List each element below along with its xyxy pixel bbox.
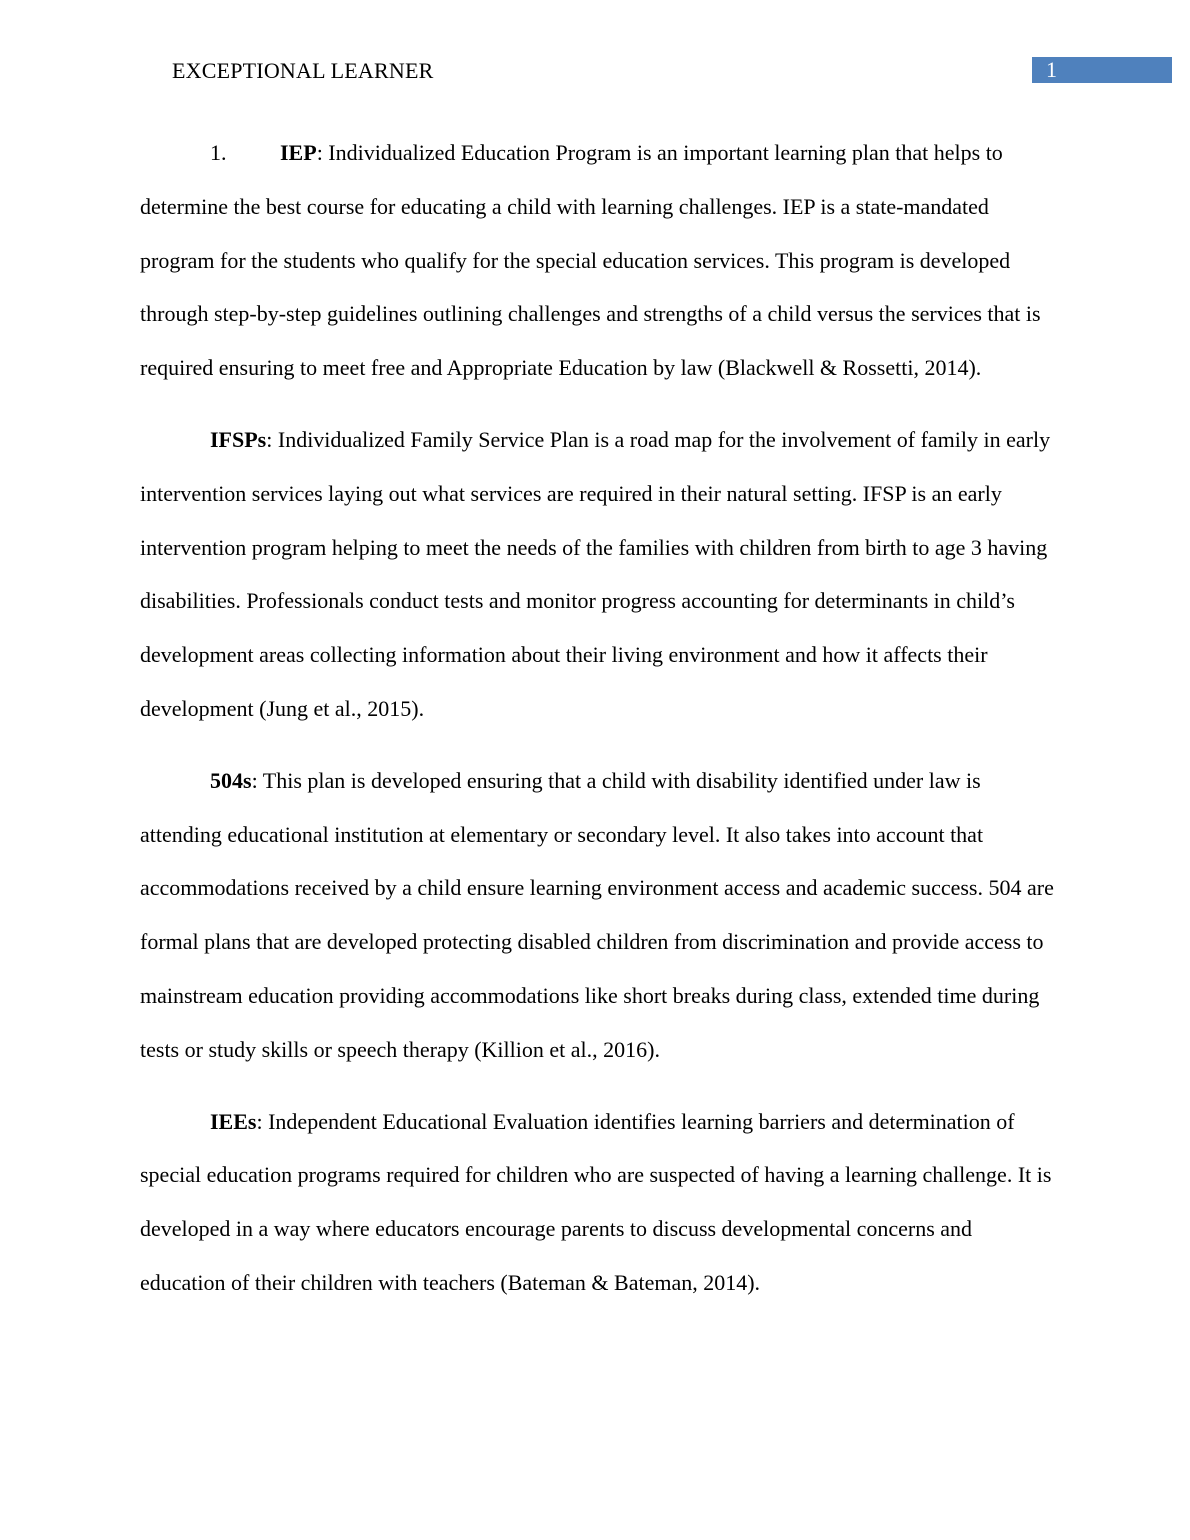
paragraph-text: : This plan is developed ensuring that a child with disability identified under law is attending educational institution at elementary or secondary level. It also takes into account that accommodations received by a child ensure learning environment access and academic success. 504 are formal plans that are developed protecting disabled children from discrimination and provide access to mainstream education providing accommodations like short breaks during class, extended time during tests or study skills or speech therapy (Killion et al., 2016). [140, 767, 1054, 1062]
term-iep: IEP [280, 140, 317, 165]
paragraph-text: : Individualized Education Program is an important learning plan that helps to determine the best course for educating a child with learning challenges. IEP is a state-mandated program for the students who qualify for the special education services. This program is developed through step-by-step guidelines outlining challenges and strengths of a child versus the services that is required ensuring to meet free and Appropriate Education by law (Blackwell & Rossetti, 2014). [140, 140, 1041, 381]
paragraph-ifsps [140, 413, 1060, 736]
document-body [140, 126, 1060, 1310]
term-iees: IEEs [210, 1108, 257, 1134]
paragraph-iep [140, 126, 1060, 395]
page-number-badge [1032, 57, 1172, 83]
paragraph-iees [140, 1095, 1060, 1310]
paragraph-text: : Individualized Family Service Plan is a road map for the involvement of family in early intervention services laying out what services are required in their natural setting. IFSP is an early intervention program helping to meet the needs of the families with children from birth to age 3 having disabilities. Professionals conduct tests and monitor progress accounting for determinants in child’s development areas collecting information about their living environment and how it affects their development (Jung et al., 2015). [140, 426, 1051, 721]
running-header: EXCEPTIONAL LEARNER [172, 58, 434, 83]
page-number: 1 [1046, 57, 1057, 82]
paragraph-504s [140, 754, 1060, 1077]
term-504s: 504s [210, 767, 252, 793]
term-ifsps: IFSPs [210, 426, 267, 452]
paragraph-text: : Independent Educational Evaluation identifies learning barriers and determination of special education programs required for children who are suspected of having a learning challenge. It is developed in a way where educators encourage parents to discuss developmental concerns and education of their children with teachers (Bateman & Bateman, 2014). [140, 1108, 1052, 1295]
list-marker: 1. [210, 140, 227, 165]
